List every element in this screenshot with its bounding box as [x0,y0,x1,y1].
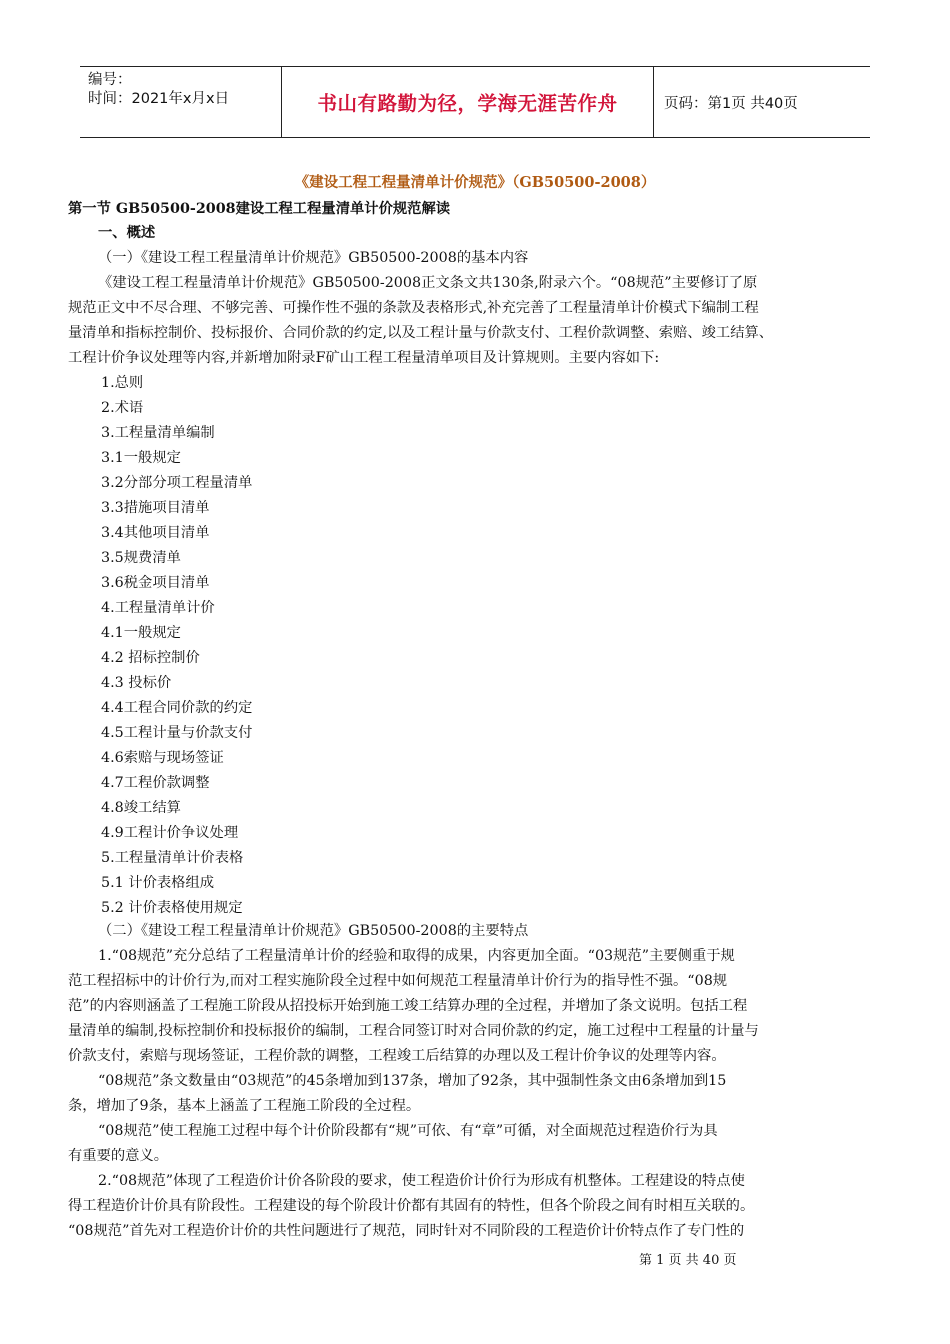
list-item: 3.4其他项目清单 [101,525,210,541]
list-item: 1.总则 [101,375,144,391]
header-motto-cell [281,67,654,137]
body-line: 《建设工程工程量清单计价规范》GB50500-2008正文条文共130条,附录六个。“08规范”主要修订了原 [98,275,758,291]
list-item: 3.2分部分项工程量清单 [101,475,253,491]
body-line: 条，增加了9条，基本上涵盖了工程施工阶段的全过程。 [68,1098,421,1114]
list-item: 4.2 招标控制价 [101,650,200,666]
list-item: 4.9工程计价争议处理 [101,825,239,841]
header-table [80,66,870,138]
list-item: 5.工程量清单计价表格 [101,850,244,866]
body-line: （二）《建设工程工程量清单计价规范》GB50500-2008的主要特点 [98,923,529,939]
body-line: 有重要的意义。 [68,1148,169,1164]
body-line: 量清单和指标控制价、投标报价、合同价款的约定,以及工程计量与价款支付、工程价款调整、索赔、竣工结算、 [68,325,774,341]
list-item: 4.6索赔与现场签证 [101,750,224,766]
time-label: 时间：2021年x月x日 [88,91,230,107]
body-line: （一）《建设工程工程量清单计价规范》GB50500-2008的基本内容 [98,250,529,266]
list-item: 5.2 计价表格使用规定 [101,900,243,916]
list-item: 3.工程量清单编制 [101,425,215,441]
list-item: 4.8竣工结算 [101,800,181,816]
list-item: 4.4工程合同价款的约定 [101,700,253,716]
body-line: “08规范”条文数量由“03规范”的45条增加到137条，增加了92条，其中强制性条文由6条增加到15 [98,1073,727,1089]
list-item: 2.术语 [101,400,144,416]
list-item: 4.工程量清单计价 [101,600,215,616]
body-line: 范”的内容则涵盖了工程施工阶段从招投标开始到施工竣工结算办理的全过程，并增加了条文说明。包括工程 [68,998,748,1014]
page-code: 页码：第1页 共40页 [664,95,798,112]
body-line: 1.“08规范”充分总结了工程量清单计价的经验和取得的成果，内容更加全面。“03规范”主要侧重于规 [98,948,735,964]
list-item: 3.3措施项目清单 [101,500,210,516]
section-title: 第一节 GB50500-2008建设工程工程量清单计价规范解读 [68,201,451,217]
list-item: 3.6税金项目清单 [101,575,210,591]
list-item: 3.5规费清单 [101,550,181,566]
body-line: 量清单的编制,投标控制价和投标报价的编制，工程合同签订时对合同价款的约定，施工过程中工程量的计量与 [68,1023,759,1039]
list-item: 5.1 计价表格组成 [101,875,215,891]
body-line: 范工程招标中的计价行为,而对工程实施阶段全过程中如何规范工程量清单计价行为的指导性不强。“08规 [68,973,728,989]
body-line: “08规范”使工程施工过程中每个计价阶段都有“规”可依、有“章”可循，对全面规范过程造价行为具 [98,1123,718,1139]
body-line: 得工程造价计价具有阶段性。工程建设的每个阶段计价都有其固有的特性，但各个阶段之间有时相互关联的。 [68,1198,755,1214]
body-line: 2.“08规范”体现了工程造价计价各阶段的要求，使工程造价计价行为形成有机整体。工程建设的特点使 [98,1173,745,1189]
list-item: 3.1一般规定 [101,450,181,466]
list-item: 4.3 投标价 [101,675,172,691]
number-label: 编号： [88,72,132,88]
list-item: 4.1一般规定 [101,625,181,641]
motto-text: 书山有路勤为径，学海无涯苦作舟 [317,92,618,115]
header-page-cell [654,67,870,137]
body-line: 价款支付，索赔与现场签证，工程价款的调整，工程竣工后结算的办理以及工程计价争议的处理等内容。 [68,1048,726,1064]
list-item: 4.5工程计量与价款支付 [101,725,253,741]
list-item: 4.7工程价款调整 [101,775,210,791]
overview-heading: 一、概述 [98,225,156,241]
body-line: 工程计价争议处理等内容,并新增加附录F矿山工程工程量清单项目及计算规则。主要内容如下: [68,350,660,366]
page-footer: 第 1 页 共 40 页 [639,1253,737,1268]
body-line: 规范正文中不尽合理、不够完善、可操作性不强的条款及表格形式,补充完善了工程量清单计价模式下编制工程 [68,300,759,316]
body-line: “08规范”首先对工程造价计价的共性问题进行了规范，同时针对不同阶段的工程造价计价特点作了专门性的 [68,1223,745,1239]
document-title: 《建设工程工程量清单计价规范》（GB50500-2008） [294,174,656,191]
header-info-cell [80,67,281,137]
